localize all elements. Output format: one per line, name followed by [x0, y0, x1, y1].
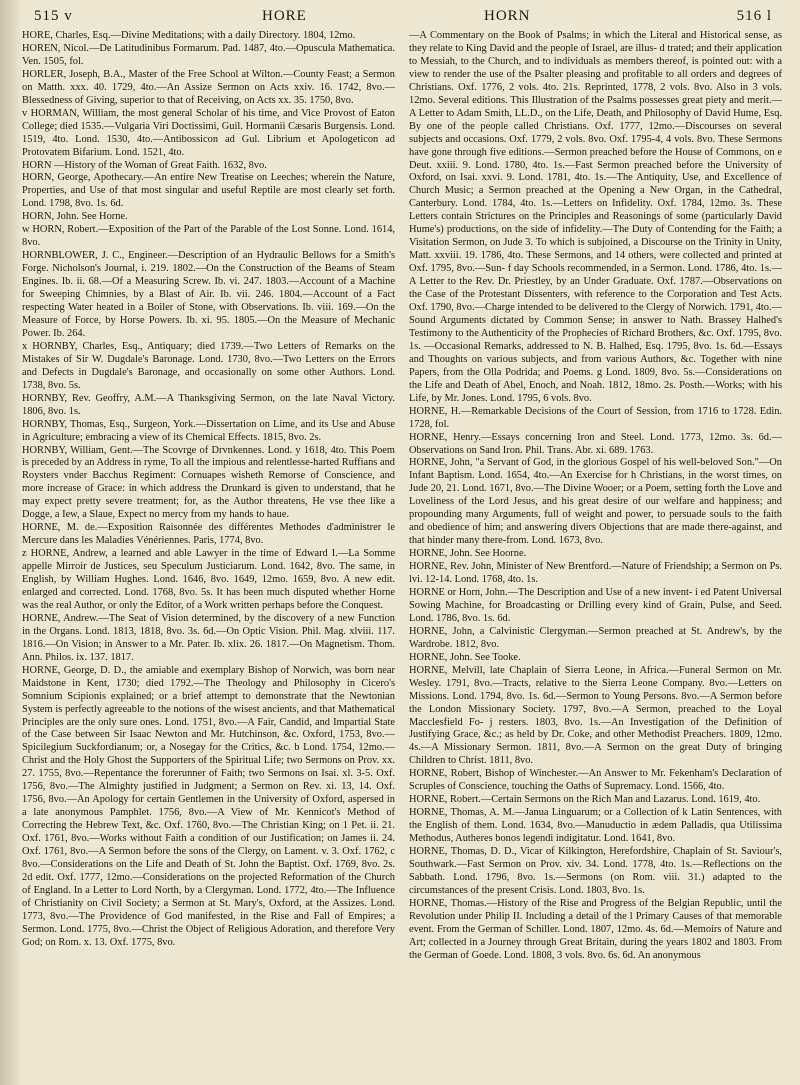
- catalogue-entry: HORNBY, Rev. Geoffry, A.M.—A Thanksgiving Sermon, on the late Naval Victory. 1806, 8vo. 1s.: [22, 392, 395, 417]
- catalogue-entry: HORN, John. See Horne.: [22, 211, 128, 223]
- left-column: [22, 30, 395, 1075]
- catalogue-entry: HORNE, Thomas, A. M.—Janua Linguarum; or a Collection of k Latin Sentences, with the English of them. Lond. 1634, 8vo.—Manuductio in ædem Palladis, qua Utilissima Methodus, Autheres bonos legendi indigitatur. Lond. 1641, 8vo.: [409, 807, 782, 845]
- catalogue-entry: HORNE, George, D. D., the amiable and exemplary Bishop of Norwich, was born near Maidstone in Kent, 1730; died 1792.—The Theology and Philosophy in Cicero's Somnium Scipionis explained; or a brief attempt to demonstrate that the Newtonian System is perfectly agreeable to the notions of the wisest ancients, and that Mathematical Principles are the only sure ones. Lond. 1751, 8vo.—A Fair, Candid, and Impartial State of the Case between Sir Isaac Newton and Mr. Hutchinson, &c. Oxford, 1753, 8vo.—Spicilegium Suckfordianum; or, a Nosegay for the Critics, &c. b Lond. 1754, 12mo.—Christ and the Holy Ghost the Supporters of the Spiritual Life; two Sermons on Prov. xx. 27. 1755, 8vo.—Repentance the forerunner of Faith; two Sermons on Isai. xl. 3-5. Oxf. 1756, 8vo.—The Almighty justified in Judgment; a Sermon on Rev. xi. 13, 14. Oxf. 1756, 8vo.—An Apology for certain Gentlemen in the University of Oxford, aspersed in a late anonymous Pamphlet. 1756, 8vo.—A View of Mr. Kennicot's Method of Correcting the Hebrew Text, &c. Oxf. 1760, 8vo.—The Christian King; on 1 Pet. ii. 21. Oxf. 1761, 8vo.—Works without Faith a condition of our Justification; on James ii. 24. Oxf. 1761, 8vo.—A Sermon before the sons of the Clergy, on Lament. v. 3. Oxf. 1762, c 8vo.—Considerations on the Life and Death of St. John the Baptist. Oxf. 1769, 8vo. 2s. 2d edit. Oxf. 1777, 12mo.—Considerations on the projected Reformation of the Church of England. In a Letter to Lord North, by a Clergyman. Lond. 1772, 4to.—The Influence of Christianity on Civil Society; a Sermon at St. Mary's, Oxford, at the Assizes. Lond. 1773, 8vo.—The Providence of God manifested, in the Rise and Fall of Empires; a Sermon. Lond. 1775, 8vo.—Christ the Object of Religious Adoration, and therefore Very God; on Rom. x. 13. Oxf. 1775, 8vo.: [22, 664, 395, 948]
- catalogue-entry: HORNE, John, a Calvinistic Clergyman.—Sermon preached at St. Andrew's, by the Wardrobe. 1812, 8vo.: [409, 625, 782, 650]
- catchword-right: HORN: [484, 8, 531, 24]
- catalogue-entry: z HORNE, Andrew, a learned and able Lawyer in the time of Edward I.—La Somme appelle Mirroir de Justices, seu Speculum Justiciarum. Lond. 1642, 8vo. The same, in English, by William Hughes. Lond. 1646, 8vo. 1649, 12mo. 1659, 8vo. A new edit. enlarged and corrected. Lond. 1768, 8vo. 5s. It has been much disputed whether Horne was the real Author, or only the Editor, of a Work written perhaps before the Conquest.: [22, 548, 395, 611]
- catalogue-entry: HORNE, John. See Tooke.: [409, 651, 521, 663]
- catalogue-entry: HORNE, Thomas, D. D., Vicar of Kilkington, Herefordshire, Chaplain of St. Saviour's, Southwark.—Fast Sermon on Prov. xiv. 34. Lond. 1778, 4to. 1s.—Reflections on the Sabbath. Lond. 1796, 8vo. 1s.—Sermons (on Rom. viii. 31.) adapted to the circumstances of the present Crisis. Lond. 1803, 8vo. 1s.: [409, 846, 782, 896]
- catalogue-entry: HORNBY, Thomas, Esq., Surgeon, York.—Dissertation on Lime, and its Use and Abuse in Agriculture; embracing a view of its Chemical Effects. 1815, 8vo. 2s.: [22, 418, 395, 443]
- catalogue-entry: HORNE, Robert.—Certain Sermons on the Rich Man and Lazarus. Lond. 1619, 4to.: [409, 794, 761, 806]
- catalogue-entry: —A Commentary on the Book of Psalms; in which the Literal and Historical sense, as they relate to King David and the people of Israel, are illus- d trated; and their application to Messiah, to the Church, and to individuals as members thereof, is pointed out: with a view to render the use of the Psalter pleasing and profitable to all orders and degrees of Christians. Oxf. 1776, 2 vols. 4to. 21s. Reprinted, 1778, 2 vols. 8vo. Also in 3 vols. 12mo. Several editions. This Illustration of the Psalms possesses great piety and merit.—A Letter to Adam Smith, LL.D., on the Life, Death, and Philosophy of David Hume, Esq. By one of the people called Christians. Oxf. 1777, 12mo.—Discourses on several subjects and occasions. Oxf. 1779, 2 vols. 8vo. Oxf. 1795-4, 4 vols. 8vo. These Sermons have gone through five editions.—Sermon preached before the House of Commons, on e Deut. xxiii. 9. Lond. 1780, 4to. 1s.—Fast Sermon preached before the University of Oxford, on Isai. xxvi. 9. Lond. 1781, 4to. 1s.—The Antiquity, Use, and Excellence of Church Music; a Sermon preached at the Opening a New Organ, in the Cathedral, Canterbury. Lond. 1784, 4to. 1s.—Letters on Infidelity. Oxf. 1784, 12mo. 3s. These Letters contain Strictures on the Principles and Reasonings of some (particularly David Hume's) productions, on the side of infidelity.—The Duty of Contending for the Faith; a Visitation Sermon, on Jude 3. To which is subjoined, a Discourse on the Trinity in Unity, Matt. xxviii. 19. 1786, 4to. These Sermons, and 14 others, were collected and printed at Oxf. 1795, 8vo.—Sun- f day Schools recommended, in a Sermon. Lond. 1786, 4to. 1s.—A Letter to the Rev. Dr. Priestley, by an Under Graduate. Oxf. 1787.—Observations on the Case of the Protestant Dissenters, with reference to the Corporation and Test Acts. Oxf. 1790, 8vo.—Charge intended to be delivered to the Clergy of Norwich. 1791, 4to.—Sound Arguments dictated by Common Sense; in answer to Nath. Brassey Halhed's Testimony to the Authenticity of the Prophecies of Richard Brothers, &c. Oxf. 1795, 8vo. 1s. —Occasional Remarks, addressed to N. B. Halhed, Esq. 1795, 8vo. 1s. 6d.—Essays and Thoughts on various subjects, and from various Authors, &c. Together with nine Papers, from the Olla Podrida; and Poems. g Lond. 1809, 8vo. 5s.—Considerations on the Life and Death of Abel, Enoch, and Noah. 1812, 18mo. 2s. Posth.—Works; with his Life, by Mr. Jones. Lond. 1795, 6 vols. 8vo.: [409, 30, 782, 404]
- catalogue-entry: HORNE, Thomas.—History of the Rise and Progress of the Belgian Republic, until the Revolution under Philip II. Including a detail of the l Primary Causes of that memorable event. From the German of Schiller. Lond. 1807, 12mo. 4s. 6d.—Memoirs of Nature and Art; collected in a Journey through Great Britain, during the years 1802 and 1803. From the German of Goede. Lond. 1808, 3 vols. 8vo. 6s. 6d. An anonymous: [409, 897, 782, 961]
- catalogue-entry: HORN —History of the Woman of Great Faith. 1632, 8vo.: [22, 159, 267, 171]
- catalogue-entry: HORNE, M. de.—Exposition Raisonnée des différentes Methodes d'administrer le Mercure dans les Maladies Vénériennes. Paris, 1774, 8vo.: [22, 522, 395, 547]
- right-column: [409, 30, 782, 1075]
- catalogue-entry: HORNE or Horn, John.—The Description and Use of a new invent- i ed Patent Universal Sowing Machine, for Broadcasting or Drilling every kind of Grain, Pulse, and Seed. Lond. 1786, 8vo. 1s. 6d.: [409, 586, 782, 624]
- catalogue-entry: HORNBY, William, Gent.—The Scovrge of Drvnkennes. Lond. y 1618, 4to. This Poem is preceded by an Address in ryme, To all the impious and relentlesse-harted Ruffians and Roysters vnder Bacchus Regiment: Cornuapes wisheth Remorse of Conscience, and more increase of Grace: in which address the Drunkard is given to understand, that he may expect pretty severe treatment; for, as the Author threatens, He vse thee like a Dogge, a Iew, a Slaue, Expect no mercy from my hands to haue.: [22, 444, 395, 521]
- catalogue-entry: HORNE, Melvill, late Chaplain of Sierra Leone, in Africa.—Funeral Sermon on Mr. Wesley. 1791, 8vo.—Tracts, relative to the Sierra Leone Company. 8vo.—Letters on Missions. Lond. 1794, 8vo. 1s. 6d.—Sermon to Young Persons. 8vo.—A Sermon before the London Missionary Society. 1797, 8vo.—A Sermon, preached to the Loyal Macclesfield Fo- j resters. 1803, 8vo. 1s.—An Investigation of the Definition of Justifying Grace, &c.; as held by Dr. Coke, and other Methodist Preachers. 1809, 12mo. 4s.—A Missionary Sermon. 1811, 8vo.—A Sermon on the great Duty of bringing Children to Christ. 1811, 8vo.: [409, 664, 782, 767]
- catalogue-entry: HORNE, Henry.—Essays concerning Iron and Steel. Lond. 1773, 12mo. 3s. 6d.—Observations on Sand Iron. Phil. Trans. Abr. xi. 689. 1763.: [409, 431, 782, 456]
- catalogue-entry: HORN, George, Apothecary.—An entire New Treatise on Leeches; wherein the Nature, Properties, and Use of that most singular and useful Reptile are most clearly set forth. Lond. 1798, 8vo. 1s. 6d.: [22, 172, 395, 210]
- catalogue-entry: HORNE, H.—Remarkable Decisions of the Court of Session, from 1716 to 1728. Edin. 1728, fol.: [409, 405, 782, 430]
- page-number-left: 515 v: [34, 8, 73, 24]
- catalogue-entry: HOREN, Nicol.—De Latitudinibus Formarum. Pad. 1487, 4to.—Opuscula Mathematica. Ven. 1505, fol.: [22, 42, 395, 67]
- catalogue-entry: v HORMAN, William, the most general Scholar of his time, and Vice Provost of Eaton College; died 1535.—Vulgaria Viri Doctissimi, Guil. Hormanii Cæsaris Burgensis. Lond. 1519, 4to. Lond. 1530, 4to.—Antibossicon ad Gul. Librium et Apologeticon ad Protovatem Bifarium. Lond. 1521, 4to.: [22, 107, 395, 158]
- catalogue-entry: HORNE, Andrew.—The Seat of Vision determined, by the discovery of a new Function in the Organs. Lond. 1813, 1818, 8vo. 3s. 6d.—On Optic Vision. Phil. Mag. xlviii. 117. 1816.—On Vision; in Answer to a Mr. Pater. Ib. xlix. 26. 1817.—On Magnetism. Thom. Ann. Philos. ix. 137. 1817.: [22, 612, 395, 663]
- catalogue-entry: HORNBLOWER, J. C., Engineer.—Description of an Hydraulic Bellows for a Smith's Forge. Nicholson's Journal, i. 219. 1802.—On the Construction of the Beams of Steam Engines. Ib. ii. 68.—Of a Measuring Screw. Ib. vi. 247. 1803.—Account of a Machine for Sweeping Chimnies, by a Blast of Air. Ib. vii. 246. 1804.—Account of a Fact respecting Water heated in a Boiler of Stone, with Observations. Ib. viii. 169.—On the Measure of Force, by Horse Powers. Ib. xi. 95. 1805.—On the Measure of Mechanic Power. Ib. 264.: [22, 250, 395, 339]
- page-fold-shadow: [0, 0, 22, 1085]
- text-columns: [22, 30, 782, 1075]
- catalogue-entry: HORNE, Robert, Bishop of Winchester.—An Answer to Mr. Fekenham's Declaration of Scruples of Conscience, touching the Oaths of Supremacy. Lond. 1566, 4to.: [409, 768, 782, 793]
- catchword-left: HORE: [262, 8, 307, 24]
- catalogue-entry: HORLER, Joseph, B.A., Master of the Free School at Wilton.—County Feast; a Sermon on Matth. xxx. 40. 1729, 4to.—An Assize Sermon on Acts xxiv. 16. 1742, 8vo.—Blessedness of Giving, superior to that of Receiving, on Acts xx. 35. 1750, 8vo.: [22, 68, 395, 106]
- catalogue-entry: HORE, Charles, Esq.—Divine Meditations; with a daily Directory. 1804, 12mo.: [22, 30, 356, 41]
- catalogue-entry: HORNE, Rev. John, Minister of New Brentford.—Nature of Friendship; a Sermon on Ps. lvi. 12-14. Lond. 1768, 4to. 1s.: [409, 561, 782, 586]
- catalogue-entry: x HORNBY, Charles, Esq., Antiquary; died 1739.—Two Letters of Remarks on the Mistakes of Sir W. Dugdale's Baronage. Lond. 1730, 8vo.—Two Letters on the Errors and Defects in Dugdale's Baronage, and occasionally on some other Authors. Lond. 1738, 8vo. 5s.: [22, 340, 395, 391]
- catalogue-entry: w HORN, Robert.—Exposition of the Part of the Parable of the Lost Sonne. Lond. 1614, 8vo.: [22, 224, 395, 249]
- page-number-right: 516 l: [736, 8, 772, 24]
- catalogue-entry: HORNE, John, "a Servant of God, in the glorious Gospel of his well-beloved Son."—On Infant Baptism. Lond. 1654, 4to.—An Exercise for h Christians, in the worst times, on Jude 20, 21. Lond. 1671, 8vo.—The Divine Wooer; or a Poem, setting forth the Love and Loveliness of the Lord Jesus, and his great desire of our welfare and happiness; and propounding many Arguments, full of weight and power, to persuade souls to the faith and obedience of him; and answering divers Objections that are made there-against, and that hinder many there-from. Lond. 1673, 8vo.: [409, 457, 782, 547]
- running-header: [22, 6, 782, 28]
- catalogue-entry: HORNE, John. See Hoorne.: [409, 548, 527, 560]
